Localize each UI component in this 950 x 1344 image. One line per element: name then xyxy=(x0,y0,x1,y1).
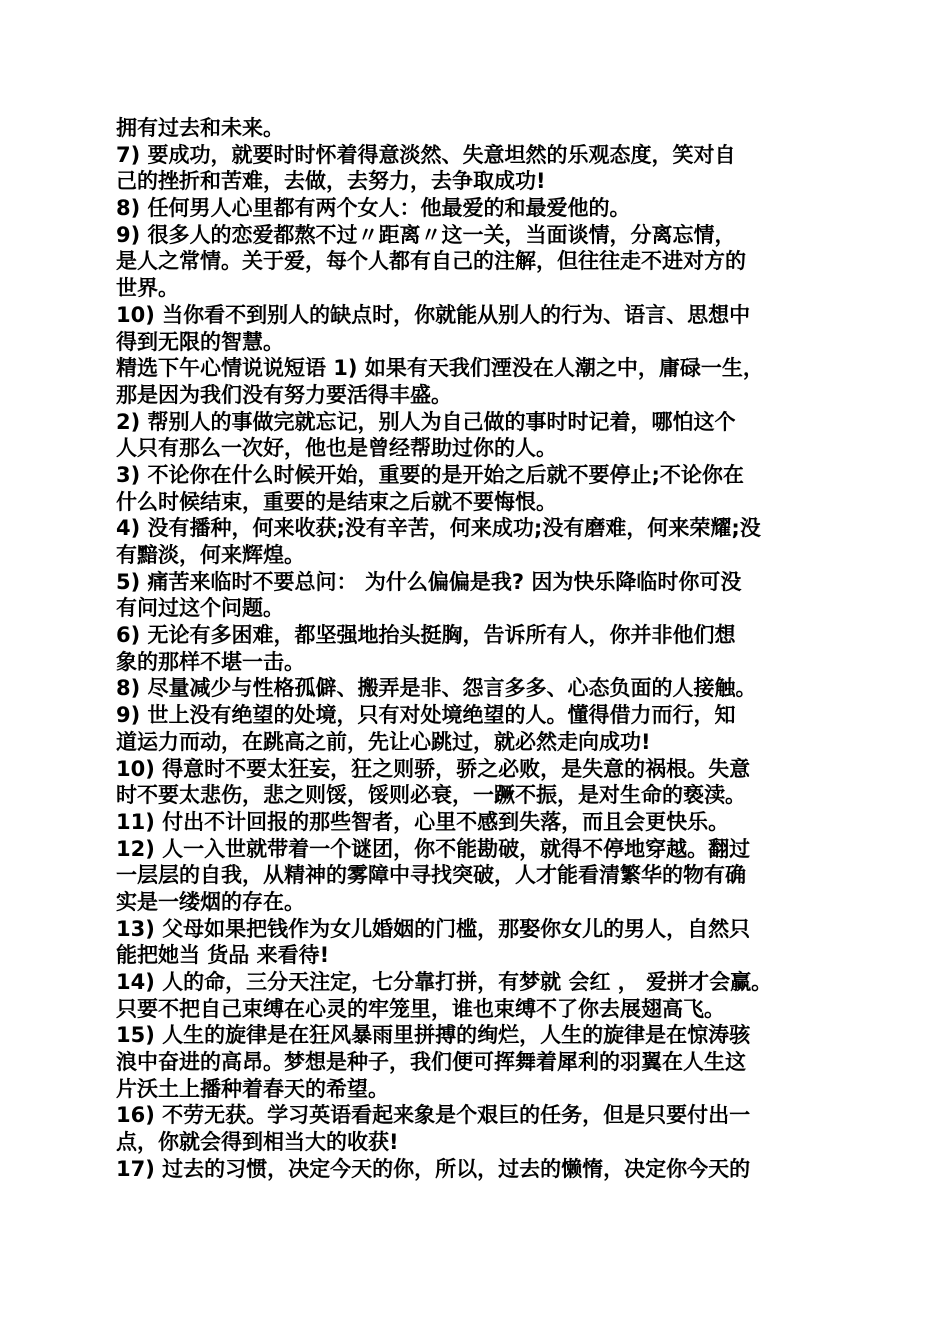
text-line: 时不要太悲伤，悲之则馁，馁则必衰，一蹶不振，是对生命的亵渎。 xyxy=(116,783,746,808)
text-line: 5) 痛苦来临时不要总问： 为什么偏偏是我? 因为快乐降临时你可没 xyxy=(116,569,742,594)
text-line: 得到无限的智慧。 xyxy=(116,329,284,354)
text-line: 15) 人生的旋律是在狂风暴雨里拼搏的绚烂，人生的旋律是在惊涛骇 xyxy=(116,1023,751,1048)
text-line: 13) 父母如果把钱作为女儿婚姻的门槛，那娶你女儿的男人，自然只 xyxy=(116,916,751,941)
text-line: 只要不把自己束缚在心灵的牢笼里，谁也束缚不了你去展翅高飞。 xyxy=(116,996,725,1021)
text-line: 己的挫折和苦难，去做，去努力，去争取成功! xyxy=(116,169,546,194)
text-line: 那是因为我们没有努力要活得丰盛。 xyxy=(116,382,452,407)
text-line: 17) 过去的习惯，决定今天的你，所以，过去的懒惰，决定你今天的 xyxy=(116,1156,751,1181)
text-line: 11) 付出不计回报的那些智者，心里不感到失落，而且会更快乐。 xyxy=(116,809,730,834)
text-line: 12) 人一入世就带着一个谜团，你不能勘破，就得不停地穿越。翻过 xyxy=(116,836,751,861)
text-line: 14) 人的命，三分天注定，七分靠打拼，有梦就 会红 ， 爱拼才会赢。 xyxy=(116,970,773,994)
text-line: 7) 要成功，就要时时怀着得意淡然、失意坦然的乐观态度，笑对自 xyxy=(116,142,736,167)
text-line: 什么时候结束，重要的是结束之后就不要悔恨。 xyxy=(116,489,557,514)
text-line: 是人之常情。关于爱，每个人都有自己的注解，但往往走不进对方的 xyxy=(116,249,746,274)
text-line: 4) 没有播种，何来收获;没有辛苦，何来成功;没有磨难，何来荣耀;没 xyxy=(116,516,761,541)
text-line: 有问过这个问题。 xyxy=(116,596,284,621)
text-line: 8) 尽量减少与性格孤僻、搬弄是非、怨言多多、心态负面的人接触。 xyxy=(116,676,757,701)
text-line: 8) 任何男人心里都有两个女人：他最爱的和最爱他的。 xyxy=(116,196,631,221)
text-line: 实是一缕烟的存在。 xyxy=(116,889,305,914)
document-page xyxy=(116,115,838,1183)
text-line: 象的那样不堪一击。 xyxy=(116,649,305,674)
text-body xyxy=(116,115,838,1183)
text-line: 16) 不劳无获。学习英语看起来象是个艰巨的任务，但是只要付出一 xyxy=(116,1103,751,1128)
text-line: 能把她当 货品 来看待! xyxy=(116,943,330,968)
text-line: 10) 当你看不到别人的缺点时，你就能从别人的行为、语言、思想中 xyxy=(116,302,751,327)
text-line: 一层层的自我，从精神的雾障中寻找突破，人才能看清繁华的物有确 xyxy=(116,863,746,888)
text-line: 片沃土上播种着春天的希望。 xyxy=(116,1076,389,1101)
text-line: 有黯淡，何来辉煌。 xyxy=(116,543,305,567)
text-line: 人只有那么一次好，他也是曾经帮助过你的人。 xyxy=(116,436,557,461)
text-line: 道运力而动，在跳高之前，先让心跳过，就必然走向成功! xyxy=(116,729,651,754)
text-line: 浪中奋进的高昂。梦想是种子，我们便可挥舞着犀利的羽翼在人生这 xyxy=(116,1050,746,1075)
text-line: 2) 帮别人的事做完就忘记，别人为自己做的事时时记着，哪怕这个 xyxy=(116,409,736,434)
text-line: 6) 无论有多困难，都坚强地抬头挺胸，告诉所有人，你并非他们想 xyxy=(116,623,736,648)
text-line: 拥有过去和未来。 xyxy=(116,116,284,140)
text-line: 世界。 xyxy=(116,276,179,301)
text-line: 9) 很多人的恋爱都熬不过〃距离〃这一关，当面谈情，分离忘情， xyxy=(116,222,736,247)
text-line: 点，你就会得到相当大的收获! xyxy=(116,1130,399,1155)
text-line: 10) 得意时不要太狂妄，狂之则骄，骄之必败，是失意的祸根。失意 xyxy=(116,756,751,781)
text-line: 3) 不论你在什么时候开始，重要的是开始之后就不要停止;不论你在 xyxy=(116,462,744,487)
text-line: 精选下午心情说说短语 1) 如果有天我们湮没在人潮之中，庸碌一生， xyxy=(116,356,764,381)
text-line: 9) 世上没有绝望的处境，只有对处境绝望的人。懂得借力而行，知 xyxy=(116,703,736,728)
